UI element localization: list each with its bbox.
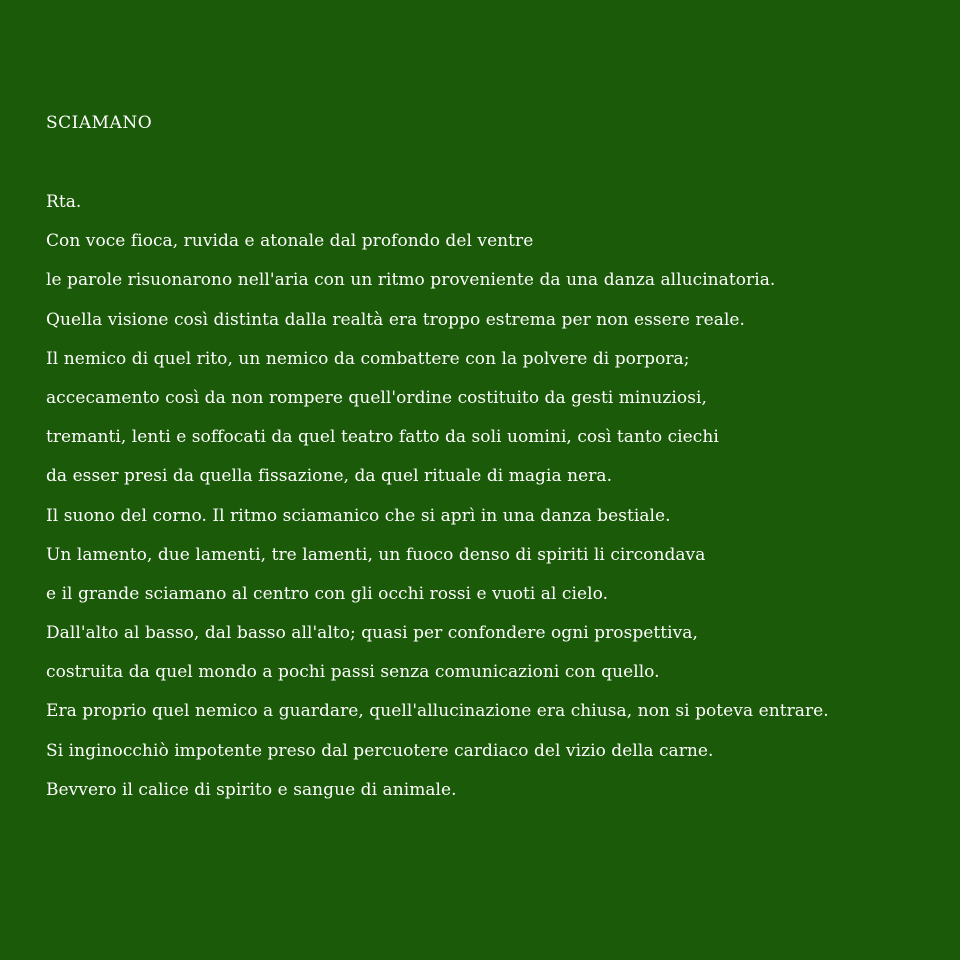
poem-line: Un lamento, due lamenti, tre lamenti, un fuoco denso di spiriti li circondava [46, 544, 706, 565]
poem-line: Quella visione così distinta dalla realtà era troppo estrema per non essere reale. [46, 309, 745, 330]
poem-line: Bevvero il calice di spirito e sangue di animale. [46, 779, 457, 800]
poem-line: Con voce fioca, ruvida e atonale dal profondo del ventre [46, 231, 534, 252]
poem-line: Si inginocchiò impotente preso dal percuotere cardiaco del vizio della carne. [46, 740, 714, 761]
poem-line: e il grande sciamano al centro con gli occhi rossi e vuoti al cielo. [46, 583, 609, 604]
poem-line: tremanti, lenti e soffocati da quel teatro fatto da soli uomini, così tanto ciechi [46, 427, 719, 448]
poem-line: accecamento così da non rompere quell'ordine costituito da gesti minuziosi, [46, 387, 707, 408]
poem-line: costruita da quel mondo a pochi passi senza comunicazioni con quello. [46, 662, 660, 683]
poem-line: da esser presi da quella fissazione, da quel rituale di magia nera. [46, 466, 613, 487]
poem-line: le parole risuonarono nell'aria con un ritmo proveniente da una danza allucinatoria. [46, 270, 776, 291]
poem-line: Il suono del corno. Il ritmo sciamanico che si aprì in una danza bestiale. [46, 505, 671, 526]
poem-line: Rta. [46, 192, 82, 212]
poem-body [46, 190, 946, 817]
poem-line: Era proprio quel nemico a guardare, quell'allucinazione era chiusa, non si poteva entrare. [46, 701, 829, 722]
poem-title: SCIAMANO [46, 113, 153, 133]
poem-line: Dall'alto al basso, dal basso all'alto; quasi per confondere ogni prospettiva, [46, 623, 698, 644]
poem-line: Il nemico di quel rito, un nemico da combattere con la polvere di porpora; [46, 348, 690, 369]
